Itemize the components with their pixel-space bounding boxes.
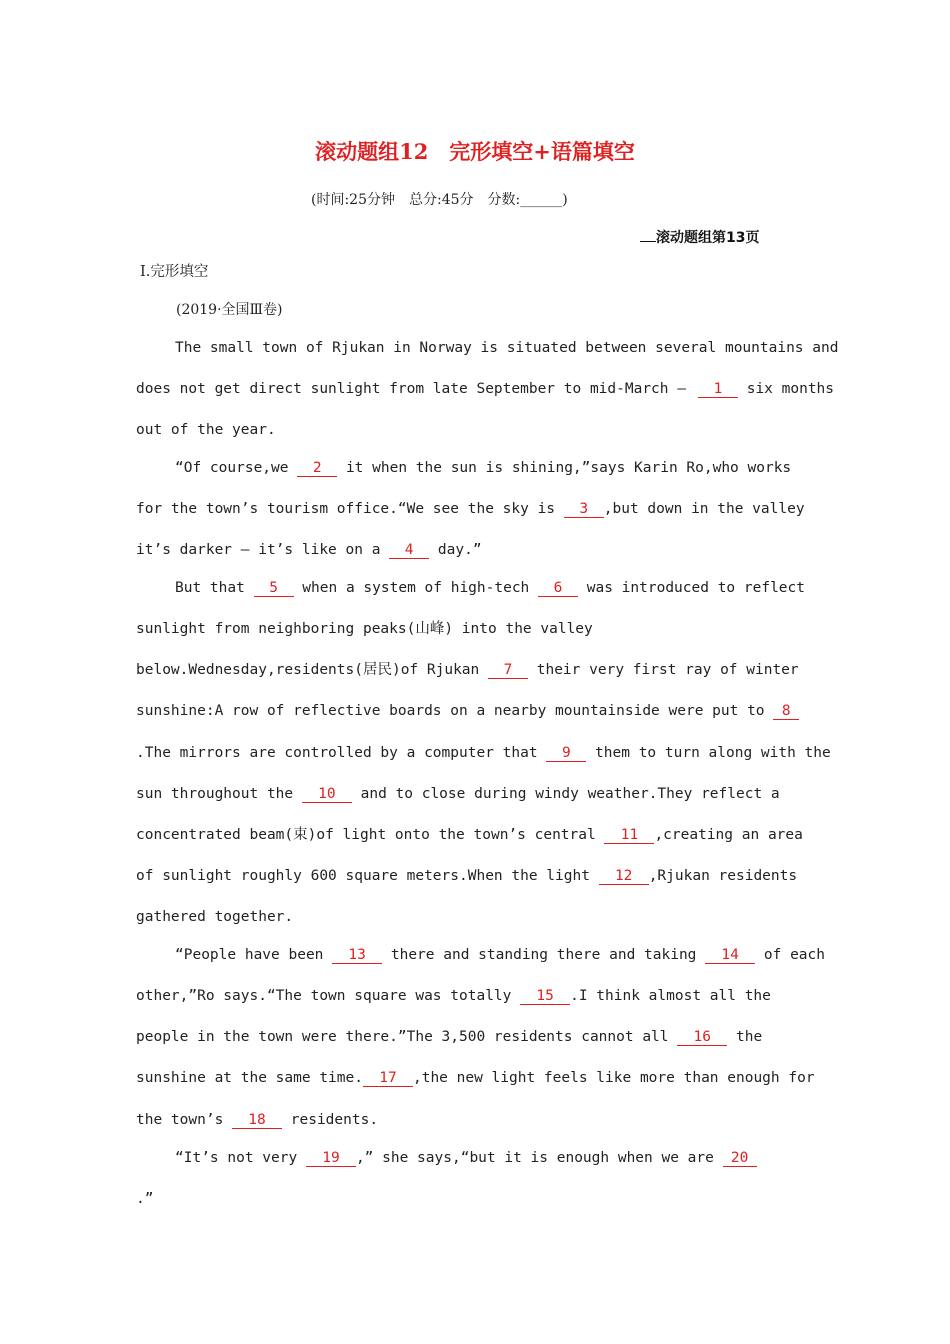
passage-line — [136, 866, 797, 886]
passage-text: out of the year. — [136, 422, 276, 438]
reference-underline — [640, 226, 656, 242]
blank-15[interactable]: 15 — [520, 988, 570, 1005]
passage-text: .The mirrors are controlled by a computer that — [136, 745, 547, 761]
blank-17[interactable]: 17 — [363, 1070, 413, 1087]
passage-text: ,but down in the valley — [603, 501, 805, 517]
passage-line — [136, 379, 834, 399]
passage-text: The small town of Rjukan in Norway is situated between several mountains and — [175, 340, 839, 356]
passage-text: sunlight from neighboring peaks(山峰) into the valley — [136, 621, 593, 637]
blank-16[interactable]: 16 — [677, 1029, 727, 1046]
blank-14[interactable]: 14 — [705, 947, 755, 964]
passage-text: “People have been — [175, 947, 333, 963]
passage-text: sun throughout the — [136, 786, 302, 802]
blank-8[interactable]: 8 — [773, 703, 799, 720]
passage-line — [175, 945, 825, 965]
passage-line — [136, 825, 803, 845]
blank-6[interactable]: 6 — [538, 580, 578, 597]
passage-line — [136, 907, 293, 927]
passage-text: below.Wednesday,residents(居民)of Rjukan — [136, 662, 489, 678]
passage-text: it’s darker — it’s like on a — [136, 542, 390, 558]
passage-text: there and standing there and taking — [382, 947, 706, 963]
passage-text: of each — [755, 947, 825, 963]
page-title: 滚动题组12 完形填空+语篇填空 — [315, 139, 635, 164]
blank-18[interactable]: 18 — [232, 1112, 282, 1129]
passage-text: concentrated beam(束)of light onto the town’s central — [136, 827, 605, 843]
passage-text: gathered together. — [136, 909, 294, 925]
passage-line — [136, 499, 805, 519]
passage-line — [136, 1027, 762, 1047]
passage-line — [136, 1068, 815, 1088]
passage-line — [136, 784, 780, 804]
blank-11[interactable]: 11 — [604, 827, 654, 844]
blank-4[interactable]: 4 — [389, 542, 429, 559]
blank-9[interactable]: 9 — [546, 745, 586, 762]
blank-13[interactable]: 13 — [332, 947, 382, 964]
page-reference — [640, 226, 759, 248]
passage-text: people in the town were there.”The 3,500 residents cannot all — [136, 1029, 678, 1045]
blank-10[interactable]: 10 — [302, 786, 352, 803]
passage-text: them to turn along with the — [586, 745, 831, 761]
blank-1[interactable]: 1 — [698, 381, 738, 398]
passage-text: other,”Ro says.“The town square was totally — [136, 988, 521, 1004]
passage-line — [136, 1110, 378, 1130]
passage-line — [136, 743, 831, 763]
blank-19[interactable]: 19 — [306, 1150, 356, 1167]
passage-source: (2019·全国Ⅲ卷) — [176, 302, 283, 318]
reference-text: 滚动题组第13页 — [656, 230, 760, 246]
passage-text: “It’s not very — [175, 1150, 306, 1166]
passage-text: ,the new light feels like more than enough for — [412, 1070, 815, 1086]
passage-line — [175, 578, 805, 598]
section-heading: Ⅰ.完形填空 — [140, 264, 209, 280]
passage-line — [136, 1189, 153, 1209]
passage-text: sunshine:A row of reflective boards on a nearby mountainside were put to — [136, 703, 774, 719]
passage-line — [136, 660, 799, 680]
passage-line — [136, 420, 276, 440]
passage-text: their very first ray of winter — [528, 662, 799, 678]
blank-7[interactable]: 7 — [488, 662, 528, 679]
passage-text: the — [727, 1029, 763, 1045]
passage-text: sunshine at the same time. — [136, 1070, 363, 1086]
blank-3[interactable]: 3 — [564, 501, 604, 518]
passage-text: “Of course,we — [175, 460, 298, 476]
passage-text: .I think almost all the — [570, 988, 771, 1004]
passage-text: does not get direct sunlight from late September to mid-March — — [136, 381, 686, 397]
blank-12[interactable]: 12 — [599, 868, 649, 885]
passage-line — [175, 458, 791, 478]
passage-text: for the town’s tourism office.“We see the sky is — [136, 501, 564, 517]
passage-text: the town’s — [136, 1112, 233, 1128]
passage-text: and to close during windy weather.They reflect a — [351, 786, 780, 802]
passage-line — [136, 701, 799, 721]
passage-text: when a system of high-tech — [293, 580, 539, 596]
passage-text: was introduced to reflect — [578, 580, 805, 596]
exam-meta-info: (时间:25分钟 总分:45分 分数:______) — [311, 192, 568, 208]
blank-5[interactable]: 5 — [254, 580, 294, 597]
passage-text: .” — [136, 1191, 154, 1207]
passage-text: day.” — [429, 542, 482, 558]
passage-text: ,creating an area — [654, 827, 803, 843]
passage-text: But that — [175, 580, 254, 596]
passage-text: of sunlight roughly 600 square meters.When the light — [136, 868, 599, 884]
passage-text: it when the sun is shining,”says Karin Ro,who works — [337, 460, 792, 476]
passage-text: ,” she says,“but it is enough when we are — [355, 1150, 723, 1166]
blank-20[interactable]: 20 — [723, 1150, 757, 1167]
passage-text: six months — [737, 381, 835, 397]
passage-text: residents. — [282, 1112, 379, 1128]
passage-line — [175, 1148, 757, 1168]
passage-line — [136, 619, 593, 639]
passage-line — [175, 338, 838, 358]
passage-line — [136, 540, 482, 560]
passage-text: ,Rjukan residents — [648, 868, 798, 884]
blank-2[interactable]: 2 — [297, 460, 337, 477]
passage-line — [136, 986, 771, 1006]
